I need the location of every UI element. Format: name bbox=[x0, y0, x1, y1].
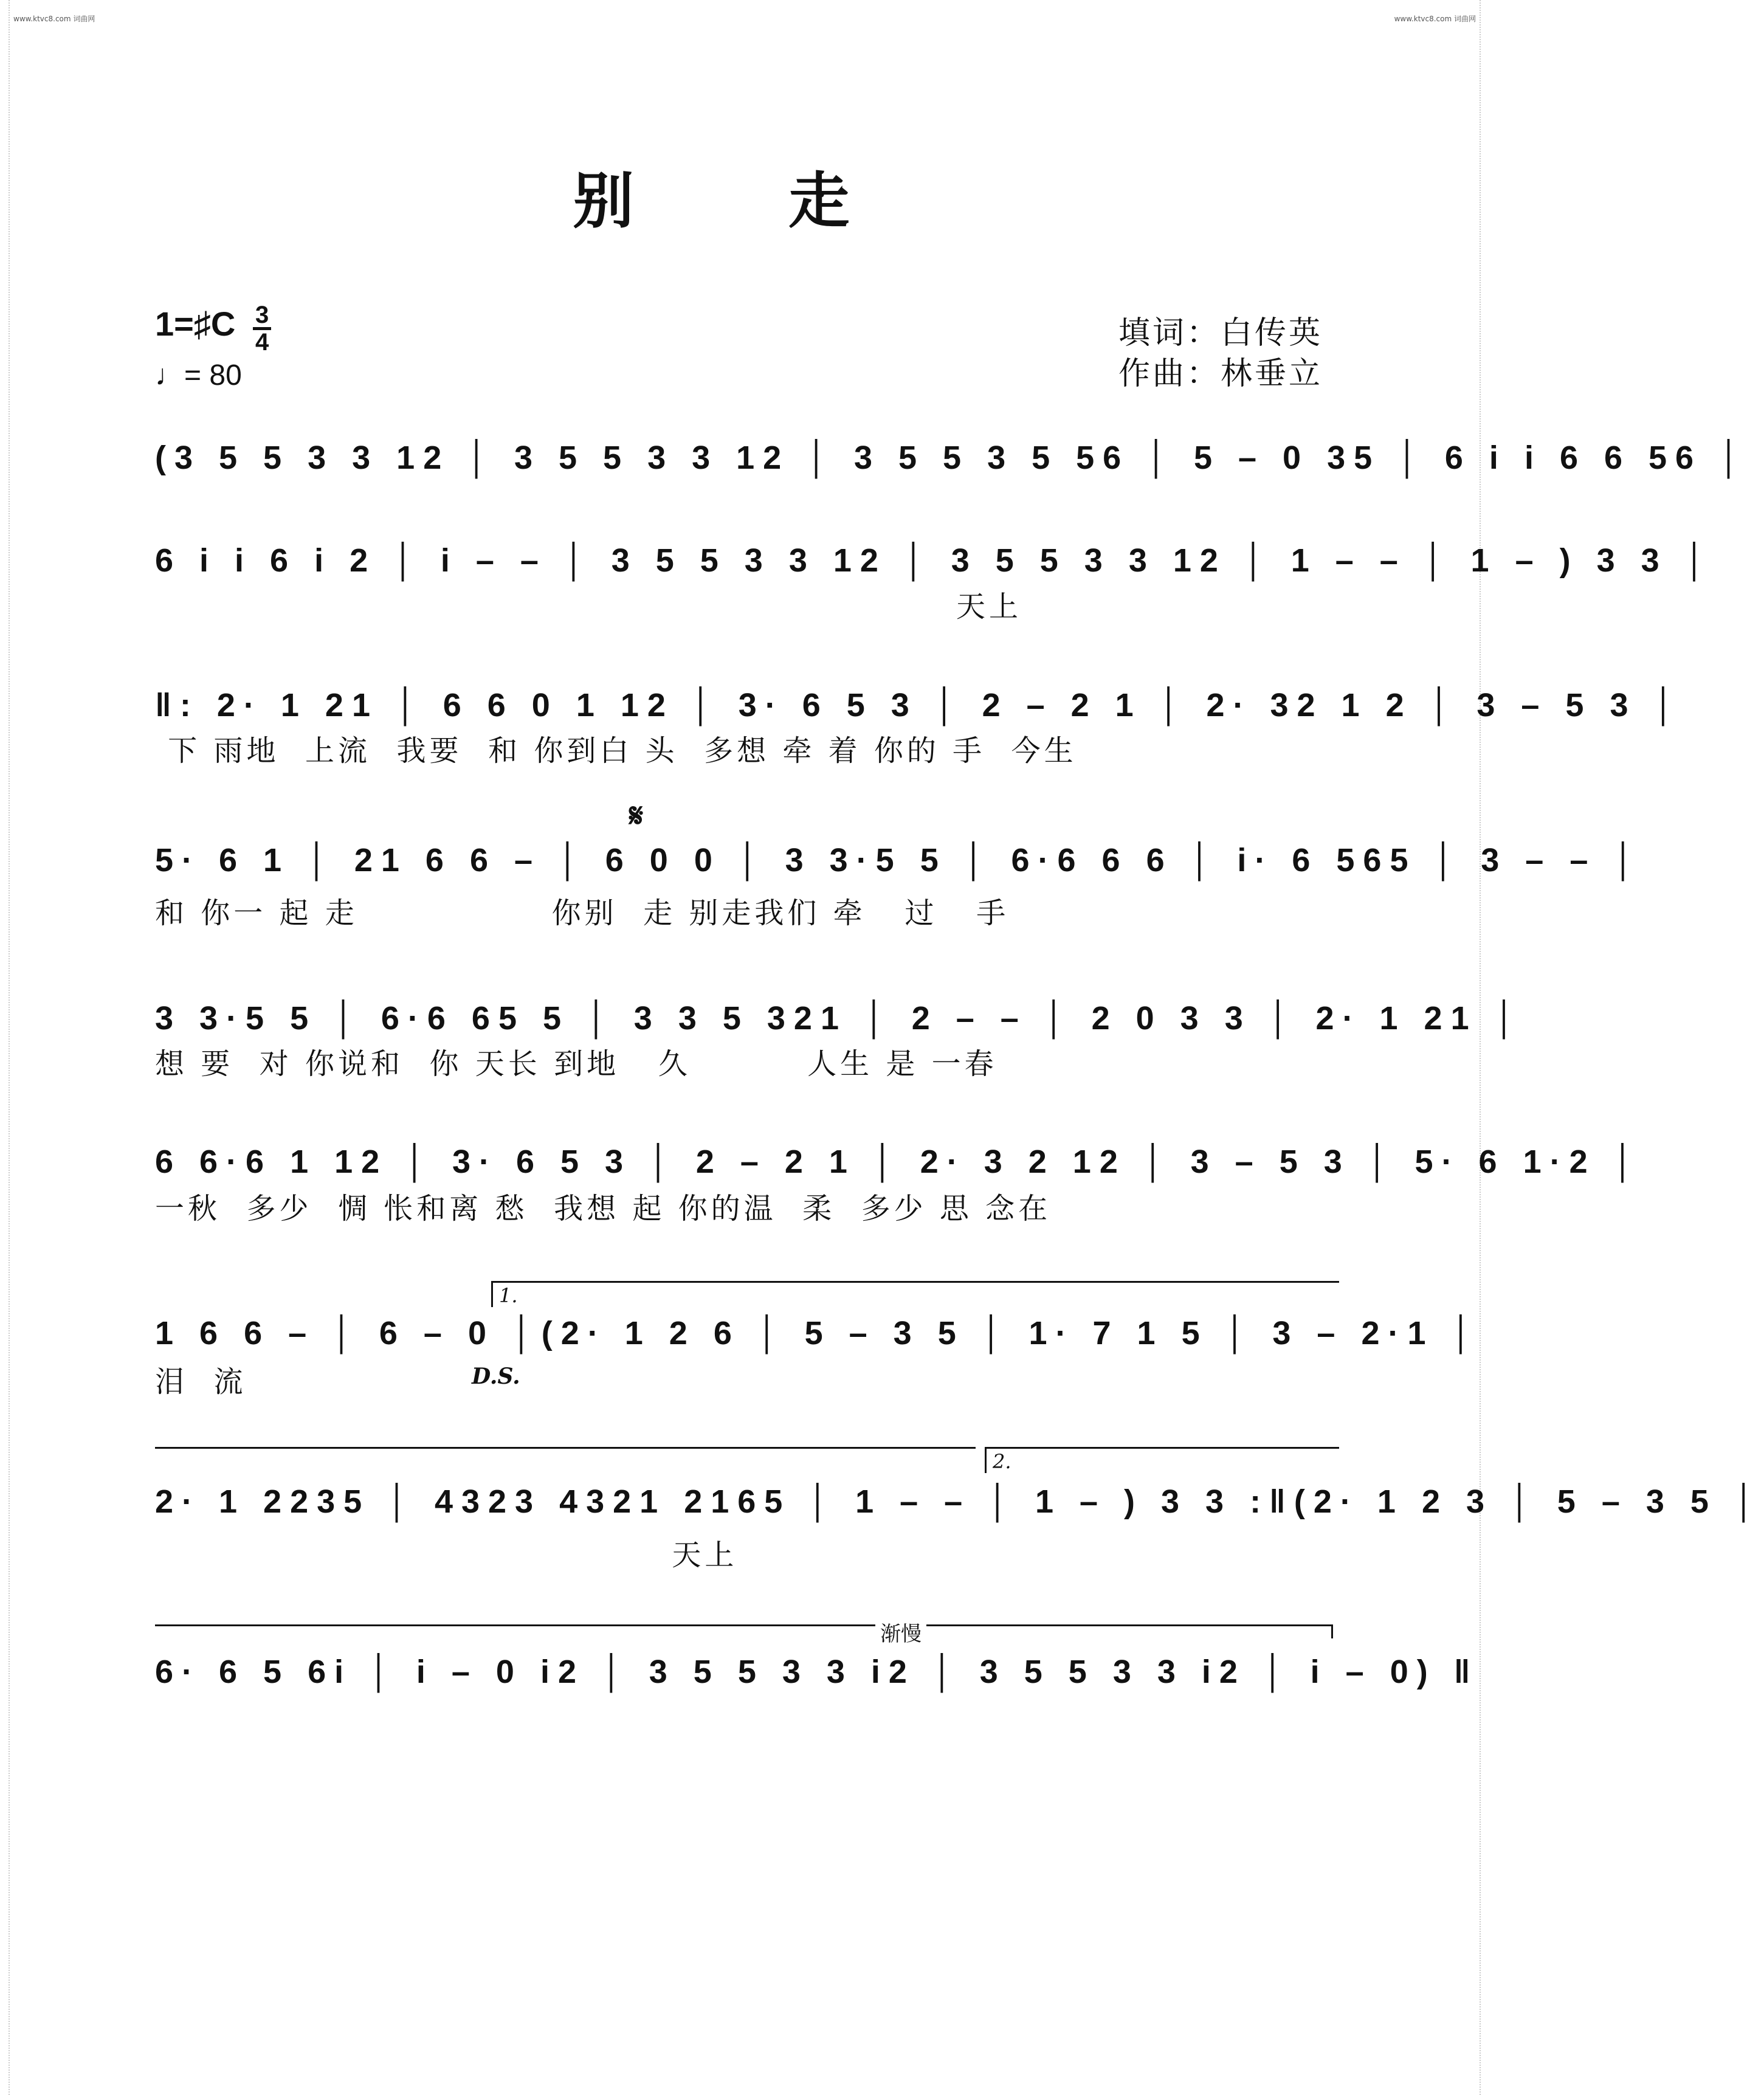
lyric-row-7: 泪 流 bbox=[155, 1365, 247, 1399]
right-dotted-border bbox=[1480, 0, 1489, 2095]
meter-bottom: 4 bbox=[255, 329, 269, 356]
first-ending-label: 1. bbox=[499, 1284, 518, 1307]
lyric-row-6: 一秋 多少 惆 怅和离 愁 我想 起 你的温 柔 多少 思 念在 bbox=[155, 1192, 1052, 1226]
tempo-marking: ♩= 80 bbox=[155, 359, 242, 392]
score-row-4: 5· 6 1 │ 21 6 6 – │ 6 0 0 │ 3 3·5 5 │ 6·6 6 6 │ i· 6 565 │ 3 – – │ bbox=[155, 842, 1644, 878]
segno-sign: 𝄋 bbox=[629, 796, 644, 835]
score-row-3: ‖: 2· 1 21 │ 6 6 0 1 12 │ 3· 6 5 3 │ 2 – 2 1 │ 2· 32 1 2 │ 3 – 5 3 │ bbox=[155, 687, 1684, 723]
score-row-6: 6 6·6 1 12 │ 3· 6 5 3 │ 2 – 2 1 │ 2· 3 2 12 │ 3 – 5 3 │ 5· 6 1·2 │ bbox=[155, 1144, 1643, 1180]
dal-segno-mark: D.S. bbox=[472, 1364, 520, 1389]
first-ending-continuation bbox=[155, 1447, 976, 1449]
time-signature bbox=[253, 303, 271, 354]
lyric-row-4: 和 你一 起 走 你别 走 别走我们 牵 过 手 bbox=[155, 896, 1010, 930]
key-signature: 1=♯C bbox=[155, 305, 236, 343]
ritard-line bbox=[155, 1624, 1333, 1638]
left-dotted-border bbox=[0, 0, 10, 2095]
score-row-5: 3 3·5 5 │ 6·6 65 5 │ 3 3 5 321 │ 2 – – │ 2 0 3 3 │ 2· 1 21 │ bbox=[155, 1000, 1525, 1037]
score-row-7: 1 6 6 – │ 6 – 0 │(2· 1 2 6 │ 5 – 3 5 │ 1· 7 1 5 │ 3 – 2·1 │ bbox=[155, 1315, 1481, 1351]
ritard-mark: 渐慢 bbox=[875, 1617, 926, 1647]
score-row-8: 2· 1 2235 │ 4323 4321 2165 │ 1 – – │ 1 – ) 3 3 :‖(2· 1 2 3 │ 5 – 3 5 │ bbox=[155, 1483, 1764, 1520]
lyricist-credit: 填词：白传英 bbox=[1118, 315, 1323, 351]
composer-credit: 作曲：林垂立 bbox=[1118, 356, 1323, 392]
score-row-1: (3 5 5 3 3 12 │ 3 5 5 3 3 12 │ 3 5 5 3 5 56 │ 5 – 0 35 │ 6 i i 6 6 56 │ bbox=[155, 440, 1749, 476]
lyric-row-3: 下 雨地 上流 我要 和 你到白 头 多想 牵 着 你的 手 今生 bbox=[155, 734, 1077, 768]
second-ending-label: 2. bbox=[993, 1450, 1011, 1473]
header-left-site: www.ktvc8.com 词曲网 bbox=[13, 15, 95, 23]
lyric-row-8: 天上 bbox=[155, 1538, 738, 1572]
score-row-2: 6 i i 6 i 2 │ i – – │ 3 5 5 3 3 12 │ 3 5 5 3 3 12 │ 1 – – │ 1 – ) 3 3 │ bbox=[155, 542, 1715, 579]
score-row-9: 6· 6 5 6i │ i – 0 i2 │ 3 5 5 3 3 i2 │ 3 5 5 3 3 i2 │ i – 0) ‖ bbox=[155, 1654, 1479, 1690]
song-title: 别 走 bbox=[573, 165, 917, 236]
meter-top: 3 bbox=[253, 303, 271, 330]
second-ending-bracket bbox=[985, 1447, 1339, 1473]
first-ending-bracket bbox=[491, 1281, 1339, 1307]
lyric-row-5: 想 要 对 你说和 你 天长 到地 久 人生 是 一春 bbox=[155, 1047, 997, 1081]
lyric-row-2: 天上 bbox=[155, 590, 1022, 624]
header-right-site: www.ktvc8.com 词曲网 bbox=[1394, 15, 1476, 23]
